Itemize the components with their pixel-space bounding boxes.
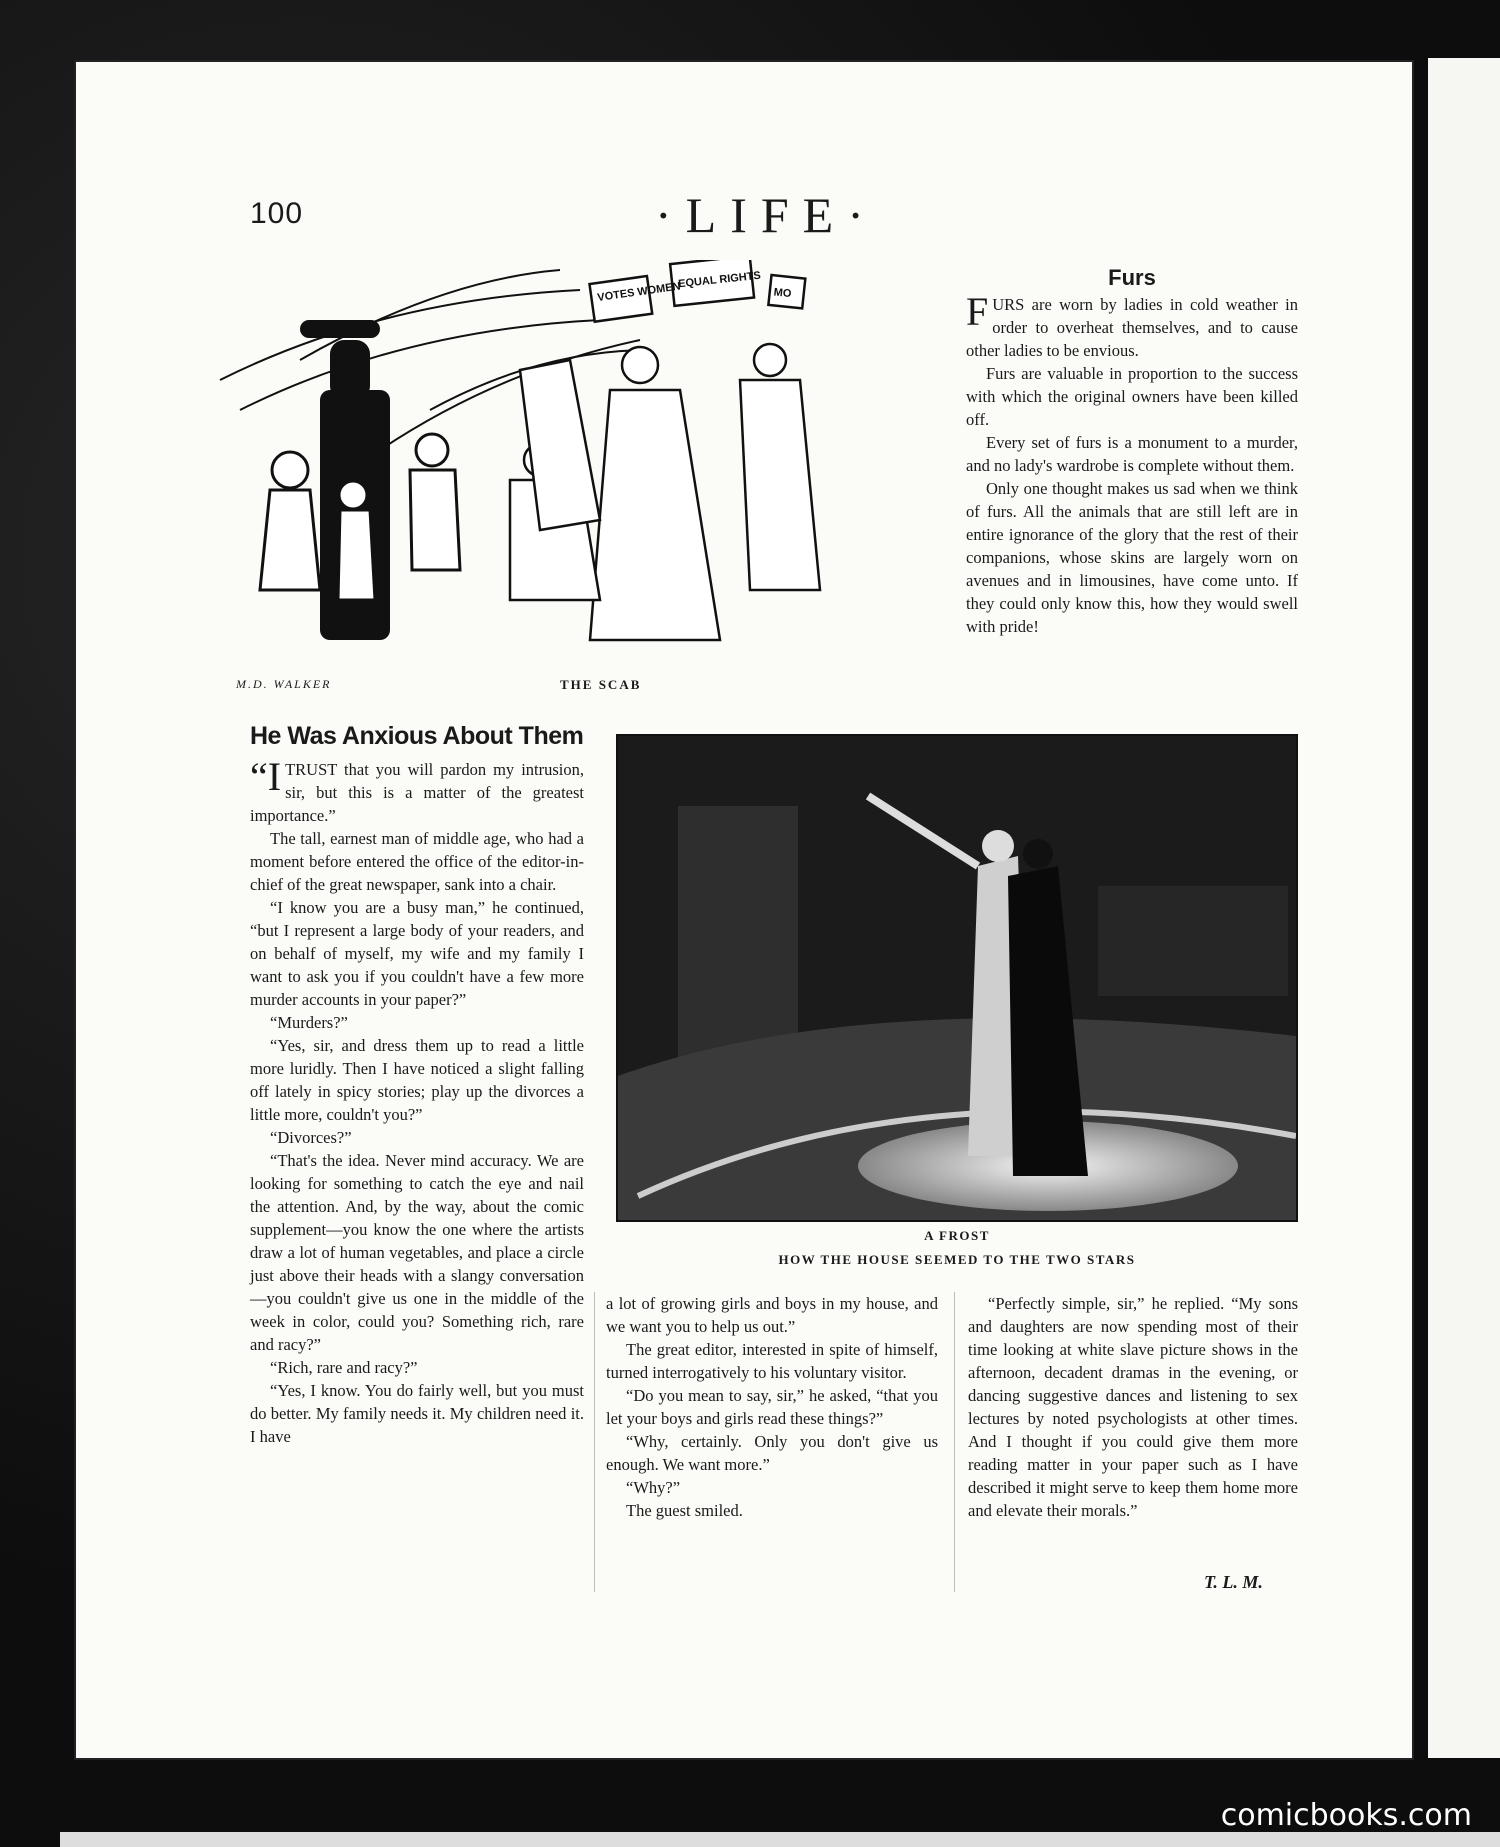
story-paragraph: “Why?” xyxy=(626,1478,681,1497)
story-paragraph: “Why, certainly. Only you don't give us enough. We want more.” xyxy=(606,1432,938,1474)
story-paragraph: “Rich, rare and racy?” xyxy=(270,1358,418,1377)
furs-title: Furs xyxy=(1108,265,1156,290)
story-paragraph: “Divorces?” xyxy=(270,1128,352,1147)
illustration-the-scab xyxy=(180,260,940,690)
furs-dropcap: F xyxy=(966,289,989,334)
story-paragraph: “Yes, I know. You do fairly well, but you must do better. My family needs it. My children need it. I have xyxy=(250,1381,584,1446)
furs-paragraph: Every set of furs is a monument to a murder, and no lady's wardrobe is complete without them. xyxy=(966,433,1298,475)
furs-paragraph: Furs are valuable in proportion to the success with which the original owners have been killed off. xyxy=(966,364,1298,429)
story-column-2 xyxy=(606,1292,938,1522)
artist-signature: M.D. WALKER xyxy=(236,677,332,691)
column-rule xyxy=(594,1292,595,1592)
masthead: ·LIFE· xyxy=(655,187,878,243)
caption-frost-title: A FROST xyxy=(924,1228,990,1243)
sign-votes-women: VOTES WOMEN xyxy=(596,280,682,305)
story-paragraph: “Murders?” xyxy=(270,1013,348,1032)
furs-paragraph: URS are worn by ladies in cold weather in order to overheat themselves, and to cause other ladies to be envious. xyxy=(966,295,1298,360)
author-initials: T. L. M. xyxy=(1204,1572,1263,1592)
sign-equal-rights: EQUAL RIGHTS xyxy=(677,269,762,291)
furs-article xyxy=(966,289,1298,638)
caption-the-scab: THE SCAB xyxy=(560,677,642,692)
frost-drawing xyxy=(618,736,1296,1220)
caption-a-frost xyxy=(616,1228,1298,1276)
sign-mo: MO xyxy=(773,286,792,301)
story-column-3 xyxy=(968,1292,1298,1522)
story-paragraph: The great editor, interested in spite of himself, turned interrogatively to his voluntary visitor. xyxy=(606,1340,938,1382)
furs-paragraph: Only one thought makes us sad when we think of furs. All the animals that are still left are in entire ignorance of the glory that the rest of their companions, whose skins are largely worn on avenues and in limousines, have come unto. If they could only know this, how they would swell with pride! xyxy=(966,479,1298,636)
caption-frost-subtitle: HOW THE HOUSE SEEMED TO THE TWO STARS xyxy=(778,1252,1136,1267)
story-dropcap: “I xyxy=(250,754,282,799)
story-paragraph: “Do you mean to say, sir,” he asked, “that you let your boys and girls read these things?” xyxy=(606,1386,938,1428)
story-paragraph: TRUST that you will pardon my intrusion, sir, but this is a matter of the greatest importance.” xyxy=(250,760,584,825)
story-paragraph: The guest smiled. xyxy=(626,1501,743,1520)
story-paragraph: The tall, earnest man of middle age, who had a moment before entered the office of the editor-in-chief of the great newspaper, sank into a chair. xyxy=(250,829,584,894)
page-number: 100 xyxy=(250,197,304,230)
story-paragraph: “Perfectly simple, sir,” he replied. “My sons and daughters are now spending most of their time looking at white slave picture shows in the afternoon, decadent dramas in the evening, or dancing suggestive dances and listening to sex lectures by noted psychologists at other times. And I thought if you could give them more reading matter in your paper such as I have described it might serve to keep them home more and elevate their morals.” xyxy=(968,1294,1298,1520)
story-paragraph: “I know you are a busy man,” he continued, “but I represent a large body of your readers, and on behalf of myself, my wife and my family I want to ask you if you couldn't have a few more murder accounts in your paper?” xyxy=(250,898,584,1009)
story-paragraph: “That's the idea. Never mind accuracy. We are looking for something to catch the eye and nail the attention. And, by the way, about the comic supplement—you know the one where the artists draw a lot of human vegetables, and place a circle just above their heads with a slangy conversation—you couldn't give us one in the middle of the week in color, could you? Something rich, rare and racy?” xyxy=(250,1151,584,1354)
column-rule xyxy=(954,1292,955,1592)
story-column-1 xyxy=(250,754,584,1448)
adjacent-page-bottom xyxy=(60,1832,1500,1847)
story-paragraph: “Yes, sir, and dress them up to read a little more luridly. Then I have noticed a slight falling off lately in spicy stories; play up the divorces a little more, couldn't you?” xyxy=(250,1036,584,1124)
illustration-a-frost xyxy=(616,734,1298,1222)
adjacent-page-edge xyxy=(1428,58,1500,1758)
story-title: He Was Anxious About Them xyxy=(250,722,584,750)
story-paragraph: a lot of growing girls and boys in my house, and we want you to help us out.” xyxy=(606,1294,938,1336)
watermark: comicbooks.com xyxy=(1220,1798,1472,1833)
